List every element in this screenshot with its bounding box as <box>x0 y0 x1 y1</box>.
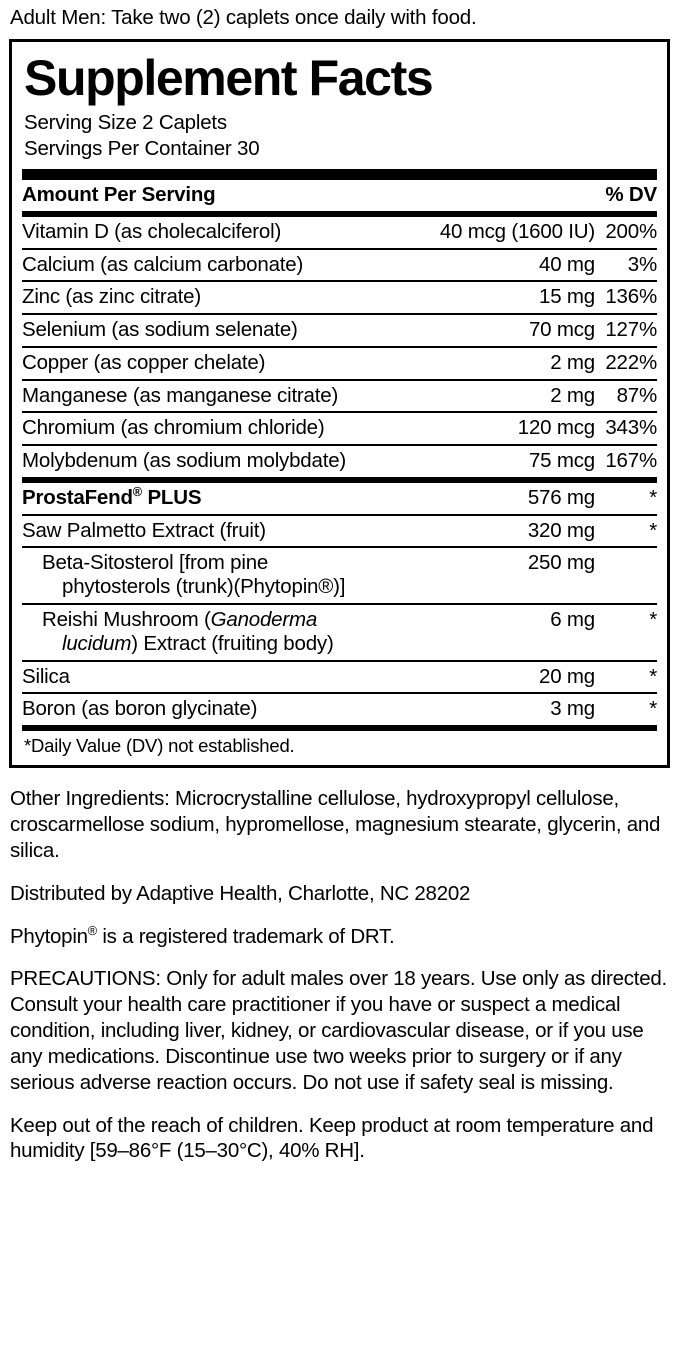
nutrient-dv: 127% <box>595 314 657 347</box>
blend-amount: 576 mg <box>435 483 595 515</box>
table-row <box>22 483 657 515</box>
trademark-rest: is a registered trademark of DRT. <box>96 924 395 948</box>
nutrient-amount: 20 mg <box>435 661 595 694</box>
nutrient-name: Chromium (as chromium chloride) <box>22 412 435 445</box>
blend-table <box>22 483 657 725</box>
nutrient-dv: 222% <box>595 347 657 380</box>
table-row <box>22 380 657 413</box>
nutrient-amount: 40 mcg (1600 IU) <box>435 217 595 249</box>
registered-mark-icon: ® <box>87 922 97 938</box>
nutrient-amount: 40 mg <box>435 249 595 282</box>
blend-item-amount: 320 mg <box>435 515 595 548</box>
column-header-dv: % DV <box>605 183 657 207</box>
nutrient-name: Vitamin D (as cholecalciferol) <box>22 217 435 249</box>
blend-item-dv: * <box>595 604 657 661</box>
blend-item-name <box>22 604 435 661</box>
nutrient-amount: 2 mg <box>435 380 595 413</box>
table-row <box>22 347 657 380</box>
registered-mark-icon: ® <box>132 484 142 500</box>
label-additional-info <box>8 786 671 1164</box>
table-row <box>22 693 657 725</box>
nutrient-dv: 87% <box>595 380 657 413</box>
nutrient-name: Manganese (as manganese citrate) <box>22 380 435 413</box>
page-title: Supplement Facts <box>24 49 433 106</box>
daily-value-footnote: *Daily Value (DV) not established. <box>24 735 295 757</box>
nutrient-name: Molybdenum (as sodium molybdate) <box>22 449 347 473</box>
supplement-facts-panel <box>9 39 670 769</box>
nutrient-dv: * <box>595 661 657 694</box>
other-ingredients-text: Other Ingredients: Microcrystalline cellulose, hydroxypropyl cellulose, croscarmellose sodium, hypromellose, magnesium stearate, glycerin, and silica. <box>10 787 661 862</box>
nutrient-amount: 2 mg <box>435 347 595 380</box>
nutrient-name: Zinc (as zinc citrate) <box>22 281 435 314</box>
table-header-row <box>22 180 657 211</box>
nutrient-dv: * <box>649 697 657 721</box>
column-header-amount: Amount Per Serving <box>22 183 216 207</box>
precautions-text: PRECAUTIONS: Only for adult males over 18 years. Use only as directed. Consult your health care practitioner if you have or suspect a medical condition, including liver, kidney, or cardiovascular disease, or if you use any medications. Discontinue use two weeks prior to surgery or if any serious adverse reaction occurs. Do not use if safety seal is missing. <box>10 967 667 1094</box>
blend-item-amount: 250 mg <box>435 547 595 604</box>
blend-item-name <box>22 547 435 604</box>
nutrient-amount: 3 mg <box>550 697 595 721</box>
blend-item-name-line1: Reishi Mushroom (Ganoderma <box>42 608 318 632</box>
nutrient-amount: 120 mcg <box>435 412 595 445</box>
blend-item-amount: 6 mg <box>435 604 595 661</box>
blend-name-main: ProstaFend <box>22 485 133 509</box>
table-row <box>22 412 657 445</box>
blend-name <box>22 483 435 515</box>
storage-text: Keep out of the reach of children. Keep product at room temperature and humidity [59–86°F (15–30°C), 40% RH]. <box>10 1113 654 1163</box>
blend-item-name-line2: phytosterols (trunk)(Phytopin®)] <box>62 575 346 599</box>
nutrient-name: Copper (as copper chelate) <box>22 347 435 380</box>
nutrient-name: Boron (as boron glycinate) <box>22 697 258 721</box>
table-row <box>22 661 657 694</box>
nutrient-dv: 167% <box>605 449 657 473</box>
nutrient-dv: 136% <box>595 281 657 314</box>
table-row <box>22 217 657 249</box>
blend-item-name: Saw Palmetto Extract (fruit) <box>22 515 435 548</box>
nutrient-amount: 75 mcg <box>528 449 595 473</box>
blend-name-suffix: PLUS <box>141 485 202 509</box>
blend-item-dv: * <box>595 515 657 548</box>
table-row <box>22 515 657 548</box>
table-row <box>22 604 657 661</box>
blend-item-name-line2: lucidum) Extract (fruiting body) <box>62 631 334 655</box>
blend-dv: * <box>595 483 657 515</box>
table-row <box>22 314 657 347</box>
nutrient-name: Selenium (as sodium selenate) <box>22 314 435 347</box>
nutrient-name: Silica <box>22 661 435 694</box>
nutrient-dv: 3% <box>595 249 657 282</box>
divider-thick-top <box>22 169 657 180</box>
nutrient-dv: 200% <box>595 217 657 249</box>
nutrient-amount: 15 mg <box>435 281 595 314</box>
serving-size: Serving Size 2 Caplets <box>24 110 227 134</box>
distributed-by-text: Distributed by Adaptive Health, Charlotte, NC 28202 <box>10 881 471 905</box>
blend-item-dv <box>595 547 657 604</box>
blend-item-name-line1: Beta-Sitosterol [from pine <box>42 551 269 575</box>
directions-text: Adult Men: Take two (2) caplets once daily with food. <box>10 6 477 29</box>
nutrient-name: Calcium (as calcium carbonate) <box>22 249 435 282</box>
table-row <box>22 281 657 314</box>
nutrient-dv: 343% <box>595 412 657 445</box>
nutrients-table <box>22 217 657 477</box>
table-row <box>22 547 657 604</box>
table-row <box>22 445 657 477</box>
table-row <box>22 249 657 282</box>
nutrient-amount: 70 mcg <box>435 314 595 347</box>
trademark-name: Phytopin <box>10 924 88 948</box>
trademark-text <box>10 924 669 950</box>
facts-table <box>22 180 657 211</box>
servings-per-container: Servings Per Container 30 <box>24 136 260 160</box>
